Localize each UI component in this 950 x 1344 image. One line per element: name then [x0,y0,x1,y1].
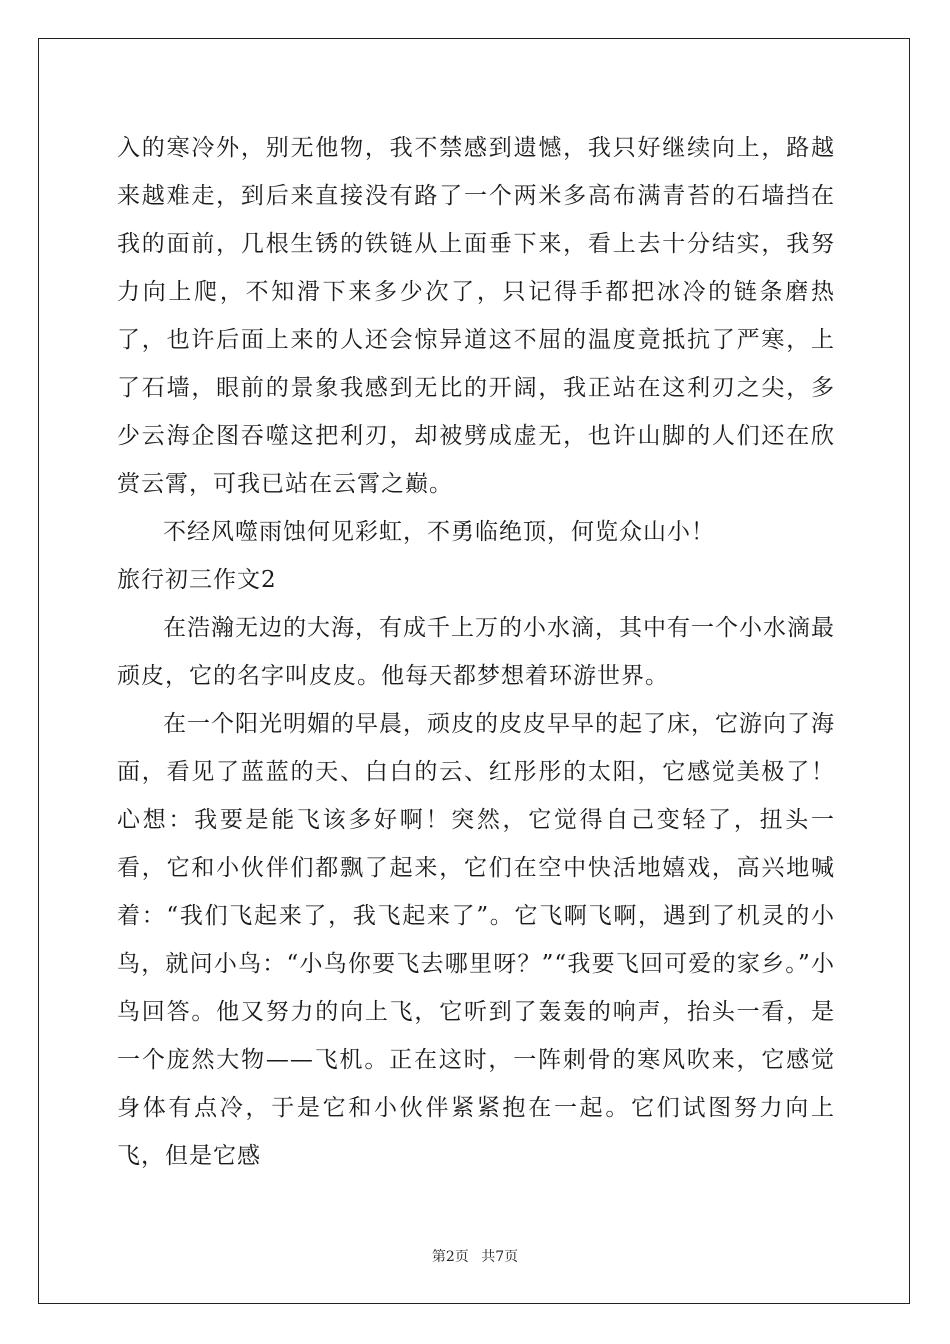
page-number: 第2页 [431,1249,469,1265]
paragraph-story: 在一个阳光明媚的早晨，顽皮的皮皮早早的起了床，它游向了海面，看见了蓝蓝的天、白白的云、红彤彤的太阳，它感觉美极了！心想：我要是能飞该多好啊！突然，它觉得自己变轻了，扭头一看，它和小伙伴们都飘了起来，它们在空中快活地嬉戏，高兴地喊着：“我们飞起来了，我飞起来了”。它飞啊飞啊，遇到了机灵的小鸟，就问小鸟：“小鸟你要飞去哪里呀？”“我要飞回可爱的家乡。”小鸟回答。他又努力的向上飞，它听到了轰轰的响声，抬头一看，是一个庞然大物——飞机。正在这时，一阵刺骨的寒风吹来，它感觉身体有点冷，于是它和小伙伴紧紧抱在一起。它们试图努力向上飞，但是它感 [117,711,835,1169]
paragraph-intro: 在浩瀚无边的大海，有成千上万的小水滴，其中有一个小水滴最顽皮，它的名字叫皮皮。他每天都梦想着环游世界。 [117,615,835,689]
section-heading: 旅行初三作文2 [117,567,277,593]
paragraph-quote: 不经风噬雨蚀何见彩虹，不勇临绝顶，何览众山小！ [163,519,715,545]
page-total: 共7页 [481,1249,519,1265]
paragraph-continuation: 入的寒冷外，别无他物，我不禁感到遗憾，我只好继续向上，路越来越难走，到后来直接没有路了一个两米多高布满青苔的石墙挡在我的面前，几根生锈的铁链从上面垂下来，看上去十分结实，我努力向上爬，不知滑下来多少次了，只记得手都把冰冷的链条磨热了，也许后面上来的人还会惊异道这不屈的温度竟抵抗了严寒，上了石墙，眼前的景象我感到无比的开阔，我正站在这利刃之尖，多少云海企图吞噬这把利刃，却被劈成虚无，也许山脚的人们还在欣赏云霄，可我已站在云霄之巅。 [117,135,835,497]
document-body [117,124,835,1180]
page-footer [0,1246,950,1266]
